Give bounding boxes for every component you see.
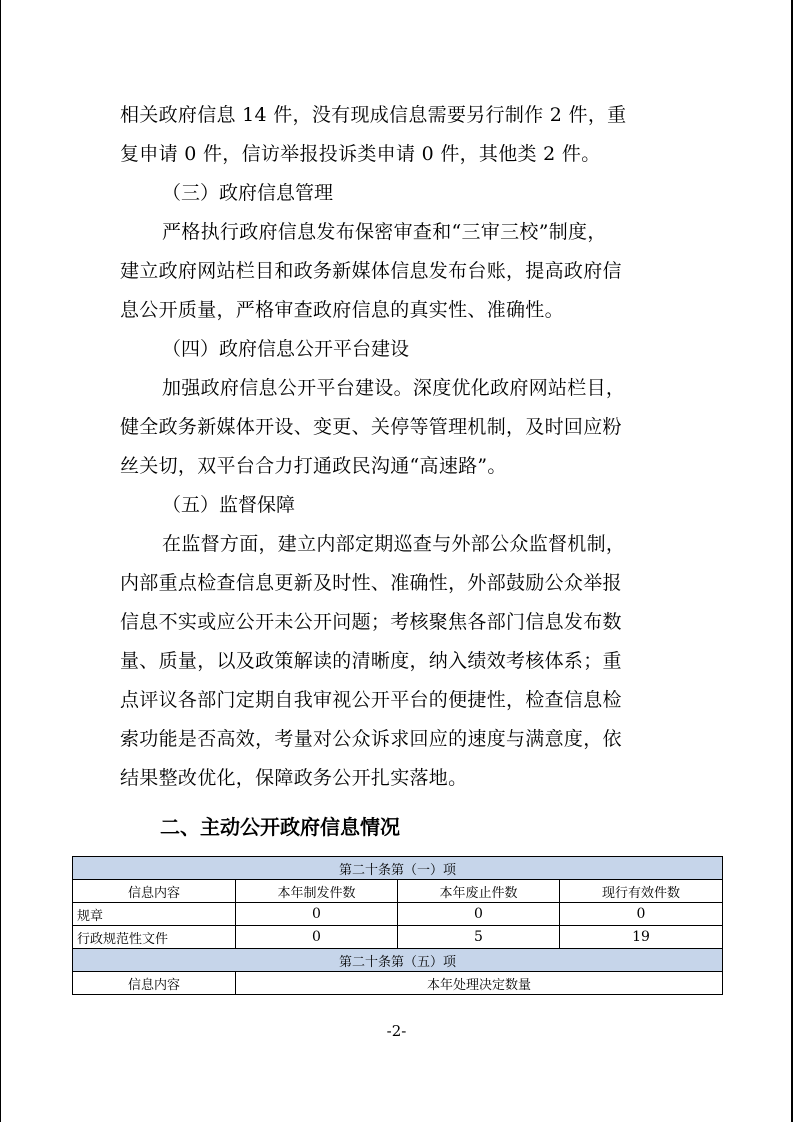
document-body bbox=[120, 96, 680, 798]
paragraph-line: 建立政府网站栏目和政务新媒体信息发布台账，提高政府信 bbox=[120, 260, 622, 282]
paragraph-line: 复申请 0 件，信访举报投诉类申请 0 件，其他类 2 件。 bbox=[120, 143, 601, 165]
table-header-cell: 本年处理决定数量 bbox=[236, 972, 723, 995]
paragraph-line: 加强政府信息公开平台建设。深度优化政府网站栏目， bbox=[162, 377, 626, 399]
disclosure-table bbox=[72, 856, 723, 995]
table-band-cell: 第二十条第（一）项 bbox=[73, 857, 723, 880]
table-row bbox=[73, 926, 723, 949]
page-number: -2- bbox=[386, 1022, 407, 1040]
paragraph-line: 息公开质量，严格审查政府信息的真实性、准确性。 bbox=[120, 299, 564, 321]
table-header-cell: 现行有效件数 bbox=[560, 880, 723, 903]
paragraph-line: 严格执行政府信息发布保密审查和“三审三校”制度， bbox=[162, 221, 607, 243]
paragraph-line: 量、质量，以及政策解读的清晰度，纳入绩效考核体系；重 bbox=[120, 650, 622, 672]
paragraph-line: 在监督方面，建立内部定期巡查与外部公众监督机制， bbox=[162, 533, 626, 555]
table-row-label: 规章 bbox=[73, 903, 236, 926]
paragraph-line: 丝关切，双平台合力打通政民沟通“高速路”。 bbox=[120, 455, 507, 477]
subsection-heading: （三）政府信息管理 bbox=[162, 182, 334, 204]
subsection-heading: （四）政府信息公开平台建设 bbox=[162, 338, 410, 360]
table-row-label: 行政规范性文件 bbox=[73, 926, 236, 949]
paragraph-line: 内部重点检查信息更新及时性、准确性，外部鼓励公众举报 bbox=[120, 572, 622, 594]
paragraph-line: 结果整改优化，保障政务公开扎实落地。 bbox=[120, 767, 468, 789]
page-border-left bbox=[0, 0, 1, 1122]
table-cell: 5 bbox=[398, 926, 560, 949]
table-band-row bbox=[73, 949, 723, 972]
paragraph-line: 健全政务新媒体开设、变更、关停等管理机制，及时回应粉 bbox=[120, 416, 622, 438]
table-cell: 19 bbox=[560, 926, 723, 949]
table-cell: 0 bbox=[560, 903, 723, 926]
table-row bbox=[73, 903, 723, 926]
table-band-row bbox=[73, 857, 723, 880]
paragraph-line: 信息不实或应公开未公开问题；考核聚焦各部门信息发布数 bbox=[120, 611, 622, 633]
table-cell: 0 bbox=[398, 903, 560, 926]
paragraph-line: 索功能是否高效，考量对公众诉求回应的速度与满意度，依 bbox=[120, 728, 622, 750]
table-band-cell: 第二十条第（五）项 bbox=[73, 949, 723, 972]
section-title: 二、主动公开政府信息情况 bbox=[160, 815, 400, 839]
paragraph-line: 相关政府信息 14 件，没有现成信息需要另行制作 2 件，重 bbox=[120, 104, 627, 126]
table-header-cell: 本年制发件数 bbox=[236, 880, 398, 903]
table-header-cell: 本年废止件数 bbox=[398, 880, 560, 903]
table-header-row bbox=[73, 880, 723, 903]
paragraph-line: 点评议各部门定期自我审视公开平台的便捷性，检查信息检 bbox=[120, 689, 622, 711]
table-cell: 0 bbox=[236, 926, 398, 949]
table-cell: 0 bbox=[236, 903, 398, 926]
subsection-heading: （五）监督保障 bbox=[162, 494, 296, 516]
table-header-cell: 信息内容 bbox=[73, 880, 236, 903]
table-header-row bbox=[73, 972, 723, 995]
table-header-cell: 信息内容 bbox=[73, 972, 236, 995]
